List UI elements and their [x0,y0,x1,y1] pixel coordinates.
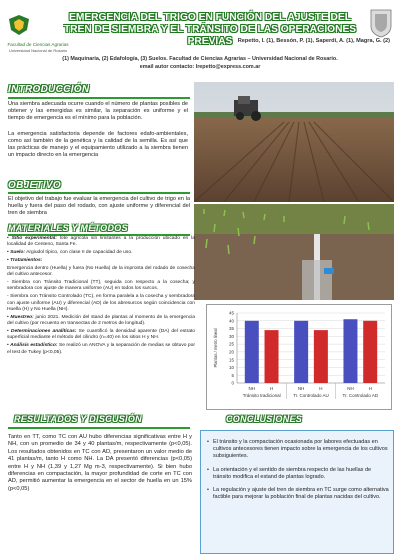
group-label: Tr. Controlado AD [342,393,379,398]
item-text: Se cuantificó la densidad aparente (DA) del estrato superficial mediante el método del cilindro (n=40) en los sitios H y NH. [7,329,195,341]
section-title-conclusiones: CONCLUSIONES [226,414,303,424]
chart-svg [207,305,391,409]
x-tick-label: NH [248,386,256,391]
tractor-sowing-photo [194,82,394,202]
list-item: • Análisis estadístico: Se realizó un ANOVA y la separación de medias se obtuvo por el test de Tukey (p<0,05). [7,343,195,355]
objetivo-text: El objetivo del trabajo fue evaluar la emergencia del cultivo de trigo en la huella y fuera del paso del rodado, con ajuste uniforme y diferencial del tren de siembra [8,196,190,216]
item-text: lote agrícola sin limitantes a la producción ubicado en la localidad de Centeno, Santa Fe. [7,236,195,248]
x-tick-label: H [368,386,372,391]
item-label: Determinaciones analíticas: [10,329,77,335]
y-tick-label: 0 [231,380,234,386]
section-title-resultados: RESULTADOS Y DISCUSIÓN [14,414,142,424]
x-tick-label: NH [297,386,305,391]
y-tick-label: 10 [228,365,234,371]
chart-bar [294,321,308,383]
chart-bar [314,330,328,383]
list-item: • Tratamientos: [7,258,43,264]
section-underline [8,97,190,99]
conclusion-text: La regulación y ajuste del tren de siembra en TC surge como alternativa factible para mejorar la población final de plantas nacidas del cultivo. [213,487,389,500]
bullet-marker: • [207,487,209,493]
university-seal-icon [368,8,394,38]
contact-email: email autor contacto: lrepetto@express.com.ar [139,63,261,70]
list-item: • Suelo: Argiudol típico, con clase II de capacidad de uso. [7,250,133,256]
conclusion-item [207,467,389,481]
y-tick-label: 5 [231,372,234,378]
treatment-text: - Siembra con Tránsito Controlado (TC), en forma paralela a la cosecha y sembradora con ajuste uniforme (AU) y diferencial (AD) de los abresurcos según coincidencia con Huella (H) y No Huella (NH). [7,294,195,312]
logo-faculty-text: Facultad de Ciencias Agrarias [7,42,69,47]
conclusion-text: El tránsito y la compactación ocasionada por labores efectuadas en cultivos antecesores tienen impacto sobre la emergencia de los cultivos subsiguientes. [213,439,388,459]
crest-icon [6,14,32,36]
treatment-text: Emergencia dentro (Huella) y fuera (No Huella) de la impronta del rodado de cosecha del cultivo antecesor. [7,265,195,278]
y-tick-label: 15 [228,357,234,363]
intro-paragraph-2: La emergencia satisfactoria depende de factores edafo-ambientales, como así también de la genética y la calidad de la semilla. Es así que las prácticas de manejo y el equipamiento utilizado a la siembra tienen un impacto directo en la emergencia [8,131,188,158]
item-label: Suelo: [10,250,26,256]
item-label: Sitio experimental: [11,236,57,241]
chart-bar [245,321,259,383]
item-label: Tratamientos: [10,258,43,264]
emergence-bar-chart [206,304,392,410]
bullet-marker: • [207,467,209,473]
item-label: Muestreo: [10,314,34,320]
affiliation [20,56,380,71]
list-item: • Determinaciones analíticas: Se cuantificó la densidad aparente (DA) del estrato superficial mediante el método del cilindro (n=40) en los sitios H y NH. [7,329,195,341]
affiliation-line: (1) Maquinaria, (2) Edafología, (3) Suelos. Facultad de Ciencias Agrarias – Universidad Nacional de Rosario. [62,56,338,62]
chart-bar [343,319,357,383]
section-underline [8,427,190,429]
list-item: • Muestreo: junio 2021. Medición del stand de plantas al momento de la emergencia del cultivo (por recuento en transectas de 2 metros de longitud). [7,314,195,327]
poster-header [0,0,400,80]
field-measurement-photo [194,204,394,300]
item-text: Argiudol típico, con clase II de capacidad de uso. [25,250,133,256]
item-text: junio 2021. Medición del stand de plantas al momento de la emergencia del cultivo (por recuento en transectas de 2 metros de longitud). [7,314,195,327]
chart-bar [265,330,279,383]
group-label: Tr. Controlado AU [293,393,329,398]
y-tick-label: 30 [228,333,234,339]
section-underline [8,192,190,194]
x-tick-label: H [319,386,323,391]
section-title-materiales: MATERIALES Y MÉTODOS [8,223,128,233]
resultados-text: Tanto en TT, como TC con AU hubo diferencias significativas entre H y NH, con un promedio de 34 y 40 plantas/m, respectivamente (p<0,05). Los resultados obtenidos en TC con AD, presentaron un valor medio de 41 plantas/m, tanto H como NH. La DA presentó diferencias (p<0,05) entre H y NH (1,39 y 1,27 Mg m-3, respectivamente). Si bien hubo diferencias en compactación, la mayor profundidad de corte en TC con AD, permitió aumentar la emergencia en el sector de huella en un 15% (p<0,05) [8,434,192,492]
authors-line: Repetto, I. (1), Bessón, P. (1), Saperdi, A. (1), Magra, G. (2) [237,38,390,44]
y-tick-label: 45 [228,310,234,316]
y-axis-label: Plantas / metro lineal [213,328,218,368]
section-title-introduccion: INTRODUCCIÓN [8,84,90,95]
list-item: • Sitio experimental: lote agrícola sin limitantes a la producción ubicado en la localidad de Centeno, Santa Fe. [7,236,195,248]
poster-title: EMERGENCIA DEL TRIGO EN FUNCIÓN DEL AJUSTE DEL TREN DE SIEMBRA Y EL TRÁNSITO DE LAS OPERACIONES PREVIAS [63,12,357,47]
y-tick-label: 35 [228,326,234,332]
logo-university-text: Universidad Nacional de Rosario [8,47,68,53]
x-tick-label: H [269,386,274,391]
item-label: Análisis estadístico: [10,343,58,349]
bullet-marker: • [207,439,209,445]
group-label: Tránsito tradicional [242,393,281,398]
conclusion-item [207,487,389,501]
y-tick-label: 25 [228,341,234,347]
chart-bar [363,321,377,383]
conclusiones-box [200,430,394,554]
conclusion-text: La orientación y el sentido de siembra respecto de las huellas de tránsito modifica el estand de plantas logrado. [213,467,372,480]
y-tick-label: 40 [228,318,234,324]
treatment-text: - Siembra con Tránsito Tradicional (TT), seguida con respecto a la cosecha; y sembradora con ajuste de manera uniforme (AU) en todos los surcos. [7,280,195,292]
materiales-body [7,236,195,357]
y-tick-label: 20 [228,349,234,355]
item-text: Se realizó un ANOVA y la separación de medias se obtuvo por el test de Tukey (p<0,05). [7,343,195,355]
x-tick-label: NH [347,386,354,391]
conclusion-item [207,439,389,460]
section-title-objetivo: OBJETIVO [8,180,61,191]
intro-paragraph-1: Una siembra adecuada ocurre cuando el número de plantas posibles de obtener y las emergidas es similar, la separación es uniforme y el tiempo de emergencia es el mínimo para la población. [8,101,188,121]
